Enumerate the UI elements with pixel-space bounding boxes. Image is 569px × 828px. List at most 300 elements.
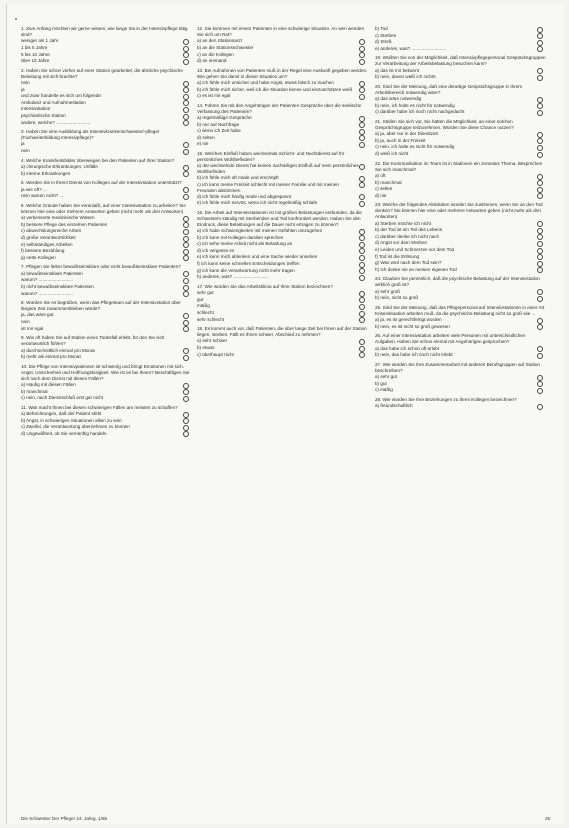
answer-option[interactable] [197,135,369,142]
answer-option[interactable] [375,103,547,110]
column-3 [375,26,547,413]
answer-label: c) nein, ich halte es nicht für notwendig [375,144,455,150]
answer-label: d) an niemand [197,58,227,64]
radio-circle-icon[interactable] [537,110,543,116]
radio-circle-icon[interactable] [359,339,365,345]
answer-label: g) Was wird nach dem Tod sein? [375,260,442,266]
answer-label: a) ja, aber nur in der Dienstzeit [375,131,438,137]
answer-option[interactable] [197,122,369,129]
answer-option[interactable] [21,431,193,438]
answer-option[interactable] [375,234,547,241]
answer-option[interactable] [375,295,547,302]
question-block [21,203,193,261]
answer-label: e) ich fühle mich nervös, wenn ich nicht regelmäßig schlafe [197,200,318,206]
radio-circle-icon[interactable] [183,320,189,326]
radio-circle-icon[interactable] [537,46,543,52]
answer-label: gut [197,296,204,302]
answer-label: ja wie oft? ... [21,186,47,192]
answer-option[interactable] [21,319,193,326]
answer-option[interactable] [197,52,369,59]
radio-circle-icon[interactable] [183,39,189,45]
answer-label: e) ich kann mich ablenken und eine Sache wieder ansehen [197,254,318,260]
answer-option[interactable] [197,128,369,135]
answer-option[interactable] [197,200,369,207]
radio-circle-icon[interactable] [359,81,365,87]
answer-label: d) weiß ich nicht [375,151,409,157]
radio-circle-icon[interactable] [537,353,543,359]
answer-label: f) ich kann keine schnellen Entscheidungen treffen [197,260,300,266]
answer-option[interactable] [375,346,547,353]
answer-label: d) ich vergesse es [197,247,235,253]
answer-label: nein [21,319,30,324]
question-text: 1. Zum Anfang möchten wir gerne wissen, wie lange Sie in der Intensivpflege tätig sind? [21,26,188,37]
question-text: 23. Welche der folgenden Aktivitäten würden Sie zustimmen, wenn Sie an den Tod denken? Sie können hier eine oder mehrere Antworten geben (nicht mehr als drei Antworten) [375,202,543,220]
answer-option[interactable] [21,326,193,333]
answer-option[interactable] [375,240,547,247]
question-text: 12. Sie kommen mit einem Patienten in eine schwierige Situation. An wen wenden Sie sich um Rat? [197,26,365,37]
radio-circle-icon[interactable] [537,241,543,247]
answer-option[interactable] [197,175,369,182]
radio-circle-icon[interactable] [359,255,365,261]
answer-label: ist mir egal [21,325,44,331]
answer-option[interactable] [197,38,369,45]
answer-option[interactable] [197,310,369,317]
answer-label: c) ich sehe meine Arbeit nicht als Belastung an [197,241,293,247]
answer-option[interactable] [21,93,193,100]
radio-circle-icon[interactable] [183,81,189,87]
answer-label: e) anderes, was? ........................... [375,45,446,51]
answer-label: 1 bis 5 Jahre [21,44,48,50]
answer-option[interactable] [197,254,369,261]
radio-circle-icon[interactable] [537,324,543,330]
answer-label: b) nein, davon weiß ich nichts [375,74,436,80]
radio-circle-icon[interactable] [537,132,543,138]
answer-option[interactable] [21,235,193,242]
answer-option[interactable] [375,403,547,410]
answer-option[interactable] [375,46,547,53]
question-text: 22. Die Kommunikation im Team ist in Stationen ein zentrales Thema. Besprechen Sie sich manchmal? [375,160,543,172]
radio-circle-icon[interactable] [183,326,189,332]
answer-option[interactable] [21,58,193,65]
answer-option[interactable] [21,113,193,120]
radio-circle-icon[interactable] [359,304,365,310]
radio-circle-icon[interactable] [537,375,543,381]
radio-circle-icon[interactable] [359,291,365,297]
question-text: 20. Sind Sie der Meinung, daß eine derartige Gesprächsgruppe in Ihrem Arbeitsbereich notwendig wäre? [375,83,523,95]
answer-label: b) nein, das habe ich noch nicht erlebt [375,352,453,358]
answer-label: e) selbständiges Arbeiten [21,241,73,247]
radio-circle-icon[interactable] [183,236,189,242]
radio-circle-icon[interactable] [183,313,189,319]
answer-label: schlecht [197,309,214,315]
answer-label: c) wenn ich Zeit habe [197,128,241,134]
answer-label: a) Befürchtungen, daß der Patient stirbt [21,411,102,417]
answer-option[interactable] [21,106,193,113]
radio-circle-icon[interactable] [359,229,365,235]
answer-option[interactable] [21,187,193,194]
answer-option[interactable] [21,277,193,284]
answer-label: a) Häufig mit diesen Fällen [21,381,76,387]
answer-option[interactable] [21,193,193,200]
question-block [197,26,369,65]
answer-label: b) bessere Pflege des einzelnen Patienten [21,221,108,227]
radio-circle-icon[interactable] [183,278,189,284]
answer-label: b) nein, es ist nicht so groß gewesen [375,323,450,329]
radio-circle-icon[interactable] [183,425,189,431]
answer-option[interactable] [375,227,547,234]
answer-option[interactable] [375,39,547,46]
radio-circle-icon[interactable] [183,171,189,177]
radio-circle-icon[interactable] [359,262,365,268]
radio-circle-icon[interactable] [537,248,543,254]
answer-label: h) Ich denke nie an meinen eigenen Tod [375,266,457,272]
answer-option[interactable] [375,289,547,296]
answer-label: über 10 Jahre [21,58,50,64]
question-text: 8. Würden Sie es begrüßen, wenn das Pflegeteam auf der Intensivstation über längere Zeit zusammenbleiben würde? [21,300,181,311]
answer-option[interactable] [21,215,193,222]
radio-circle-icon[interactable] [359,182,365,188]
radio-circle-icon[interactable] [183,291,189,297]
radio-circle-icon[interactable] [359,39,365,45]
radio-circle-icon[interactable] [359,46,365,52]
answer-label: d) nie [375,192,387,198]
answer-option[interactable] [197,80,369,87]
radio-circle-icon[interactable] [359,116,365,122]
answer-option[interactable] [375,324,547,331]
radio-circle-icon[interactable] [537,27,543,33]
answer-label: c) abwechslungsreiche Arbeit [21,228,81,234]
answer-option[interactable] [197,182,369,194]
radio-circle-icon[interactable] [183,216,189,222]
question-text: 3. Haben Sie eine Ausbildung als Intensivkrankenschwester/-pfleger (Fachweiterbildung Intensivpflege)? [21,129,160,141]
radio-circle-icon[interactable] [183,46,189,52]
radio-circle-icon[interactable] [183,396,189,402]
answer-label: a) freundschaftlich [375,403,413,409]
radio-circle-icon[interactable] [183,383,189,389]
answer-label: d) große Verantwortlichkeit [21,234,76,240]
answer-option[interactable] [21,120,193,127]
answer-option[interactable] [375,74,547,81]
answer-option[interactable] [197,163,369,175]
answer-option[interactable] [375,151,547,158]
answer-label: 5 bis 10 Jahre [21,51,50,57]
radio-circle-icon[interactable] [183,285,189,291]
radio-circle-icon[interactable] [537,97,543,103]
answer-option[interactable] [21,228,193,235]
answer-option[interactable] [21,312,193,319]
answer-option[interactable] [21,38,193,45]
question-block [21,180,193,200]
answer-option[interactable] [21,45,193,52]
radio-circle-icon[interactable] [183,149,189,155]
answer-option[interactable] [21,418,193,425]
answer-option[interactable] [21,164,193,171]
question-block [21,364,193,402]
answer-label: a) regelmäßige Gespräche [197,115,252,121]
radio-circle-icon[interactable] [359,352,365,358]
answer-option[interactable] [21,291,193,298]
answer-option[interactable] [375,221,547,228]
radio-circle-icon[interactable] [183,165,189,171]
question-block [375,161,547,200]
radio-circle-icon[interactable] [537,152,543,158]
margin-dot [15,18,17,20]
answer-label: c) Zweifel, die Verantwortung übernehmen zu können [21,424,130,430]
answer-option[interactable] [375,131,547,138]
radio-circle-icon[interactable] [359,201,365,207]
answer-label: b) mehr als einmal pro Monat [21,354,81,360]
answer-option[interactable] [21,395,193,402]
radio-circle-icon[interactable] [359,142,365,148]
radio-circle-icon[interactable] [359,242,365,248]
answer-label: b) nein, nicht so groß [375,295,419,301]
radio-circle-icon[interactable] [183,249,189,255]
question-block [197,326,369,358]
answer-option[interactable] [21,284,193,291]
answer-label: d) Streß [375,39,392,45]
radio-circle-icon[interactable] [359,346,365,352]
question-block [375,362,547,394]
answer-label: c) darüber denke ich nicht nach [375,233,440,239]
question-block [375,55,547,81]
answer-label: sehr schlecht [197,316,225,322]
radio-circle-icon[interactable] [183,59,189,65]
answer-option[interactable] [375,352,547,359]
answer-label: c) darüber habe ich noch nicht nachgedacht [375,109,465,115]
answer-option[interactable] [21,424,193,431]
answer-label: und zwar handelte es sich um folgende: [21,93,102,99]
radio-circle-icon[interactable] [537,40,543,46]
question-block [21,68,193,126]
answer-option[interactable] [375,254,547,261]
radio-circle-icon[interactable] [183,114,189,120]
answer-option[interactable] [197,297,369,304]
question-block [197,68,369,100]
answer-label: a) an den Stationsarzt [197,38,242,44]
answer-option[interactable] [375,387,547,394]
answer-option[interactable] [21,242,193,249]
answer-label: b) nein, ich halte es nicht für notwendig [375,102,455,108]
answer-label: h) anderes, was? ........................... [197,274,268,280]
answer-option[interactable] [375,247,547,254]
radio-circle-icon[interactable] [537,261,543,267]
radio-circle-icon[interactable] [183,229,189,235]
answer-option[interactable] [197,290,369,297]
answer-option[interactable] [21,80,193,87]
answer-option[interactable] [197,248,369,255]
answer-label: a) der wechselnde Dienst hat keinen nachteiligen Einfluß auf mein persönliches Wohlbefinden [197,163,359,175]
answer-option[interactable] [197,268,369,275]
radio-circle-icon[interactable] [537,228,543,234]
answer-option[interactable] [197,228,369,235]
answer-option[interactable] [375,186,547,193]
answer-label: b) ich fühle mich oft müde und erschöpft [197,175,279,181]
answer-label: e) nie [197,141,209,147]
answer-option[interactable] [197,274,369,281]
answer-label: b) manchmal [375,179,402,185]
answer-label: Intensivstation [21,106,51,112]
radio-circle-icon[interactable] [183,412,189,418]
answer-option[interactable] [197,241,369,248]
answer-option[interactable] [375,144,547,151]
answer-label: c) es ist mir egal [197,93,231,99]
answer-label: d) ich fühle mich häufig müde und abgespannt [197,193,292,199]
question-text: 17. Wie würden Sie das Arbeitsklima auf Ihrer Station bezeichnen? [197,283,333,289]
answer-label: a) sehr schwer [197,338,228,344]
answer-option[interactable] [197,58,369,65]
question-block [375,84,547,116]
answer-label: ja [21,86,25,92]
answer-option[interactable] [375,68,547,75]
question-text: 16. Die Arbeit auf Intensivstationen ist mit großen Belastungen verbunden, da die Schwestern ständig mit Sterbenden und Tod konfrontiert werden. Haben Sie den Eindruck, diese Belastungen auf die Dauer nicht ertragen zu können? [197,209,362,227]
answer-option[interactable] [375,33,547,40]
radio-circle-icon[interactable] [183,107,189,113]
answer-option[interactable] [375,180,547,187]
answer-label: d) selten [197,134,215,140]
question-text: 27. Wie würden Sie Ihre Zusammenarbeit mit anderen Berufsgruppen auf Station beschreiben? [375,361,540,373]
answer-label: warum? ........................... [21,290,74,296]
radio-circle-icon[interactable] [537,187,543,193]
answer-label: b) an die Stationsschwester [197,44,254,50]
answer-label: a) oft [375,172,386,178]
answer-option[interactable] [197,115,369,122]
answer-option[interactable] [21,248,193,255]
answer-option[interactable] [375,109,547,116]
radio-circle-icon[interactable] [359,129,365,135]
radio-circle-icon[interactable] [537,388,543,394]
answer-label: mäßig [197,303,210,309]
answer-option[interactable] [197,194,369,201]
answer-option[interactable] [375,267,547,274]
answer-option[interactable] [375,96,547,103]
answer-option[interactable] [21,348,193,355]
answer-option[interactable] [21,271,193,278]
answer-label: a) ja, es ist gerechtfertigt worden [375,317,442,323]
radio-circle-icon[interactable] [359,311,365,317]
question-block [21,335,193,361]
answer-label: b) ja, auch in der Freizeit [375,137,426,143]
radio-circle-icon[interactable] [359,164,365,170]
answer-option[interactable] [21,354,193,361]
answer-label: a) verbesserte medizinische Wissen [21,215,95,221]
question-block [375,26,547,52]
answer-option[interactable] [197,352,369,359]
question-text: 10. Die Pflege von Intensivpatienten ist schwierig und bringt Emotionen mit sich. Angst, Unsicherheit und Hoffnungslosigkeit. Wie ist es bei Ihnen? Beschäftigen Sie sich nach dem Dienst mit diesen Fällen? [21,363,190,381]
answer-option[interactable] [21,255,193,262]
answer-option[interactable] [21,141,193,148]
answer-option[interactable] [375,260,547,267]
answer-label: c) mäßig [375,387,393,393]
question-text: 19. Wüßten Sie von der Möglichkeit, daß Intensivpflegepersonal Gesprächsgruppen zur Verarbeitung der Arbeitsbelastung besuchen kann? [375,55,546,67]
question-text: 24. Glauben Sie persönlich, daß die psychische Belastung auf der Intensivstation wirklich groß ist? [375,276,540,288]
answer-label: ja [21,141,25,147]
radio-circle-icon[interactable] [359,59,365,65]
question-text: 7. Pflegen Sie lieber bewußtseinsklare oder nicht bewußtseinsklare Patienten? [21,264,181,270]
question-text: 28. Wie würden Sie Ihre Beziehungen zu Ihren Kollegen bezeichnen? [375,396,517,402]
radio-circle-icon[interactable] [537,193,543,199]
answer-option[interactable] [375,193,547,200]
radio-circle-icon[interactable] [359,275,365,281]
answer-option[interactable] [21,389,193,396]
answer-option[interactable] [197,93,369,100]
radio-circle-icon[interactable] [537,318,543,324]
radio-circle-icon[interactable] [537,174,543,180]
question-block [375,202,547,273]
answer-option[interactable] [375,26,547,33]
answer-option[interactable] [21,171,193,178]
answer-option[interactable] [375,138,547,145]
radio-circle-icon[interactable] [537,75,543,81]
radio-circle-icon[interactable] [359,176,365,182]
answer-option[interactable] [21,222,193,229]
answer-option[interactable] [21,382,193,389]
answer-label: a) durchschnittlich einmal pro Monat [21,347,95,353]
radio-circle-icon[interactable] [359,94,365,100]
answer-option[interactable] [21,148,193,155]
question-block [21,264,193,297]
answer-option[interactable] [375,317,547,324]
answer-label: b) nur auf Nachfrage [197,121,240,127]
question-block [375,276,547,302]
radio-circle-icon[interactable] [183,120,189,126]
answer-option[interactable] [197,317,369,324]
answer-label: c) ich kann meine Freizeit schlecht mit meiner Familie und mit meinen Freunden abstimmen [197,181,339,193]
answer-option[interactable] [197,141,369,148]
answer-label: e) Leiden und Schmerzen vor dem Tod [375,246,455,252]
answer-option[interactable] [197,338,369,345]
answer-option[interactable] [21,52,193,59]
question-text: 5. Werden Sie in Ihrem Dienst von Kollegen auf der Intensivstation unterstützt? [21,180,182,186]
answer-option[interactable] [375,374,547,381]
answer-label: b) etwas [197,345,215,351]
radio-circle-icon[interactable] [183,94,189,100]
answer-option[interactable] [197,87,369,94]
answer-label: a) sehr gut [375,374,397,380]
question-block [21,158,193,178]
radio-circle-icon[interactable] [183,194,189,200]
answer-label: warum? ........................... [21,277,74,283]
answer-option[interactable] [21,87,193,94]
answer-label: g) nette Kollegen [21,254,56,260]
radio-circle-icon[interactable] [183,431,189,437]
answer-option[interactable] [375,173,547,180]
answer-option[interactable] [197,235,369,242]
answer-option[interactable] [21,100,193,107]
radio-circle-icon[interactable] [183,255,189,261]
radio-circle-icon[interactable] [183,355,189,361]
answer-option[interactable] [197,261,369,268]
answer-label: Ambulanz und Aufnahmestation [21,99,86,105]
answer-option[interactable] [197,345,369,352]
radio-circle-icon[interactable] [537,296,543,302]
answer-option[interactable] [375,381,547,388]
answer-label: weniger als 1 Jahr [21,38,59,44]
radio-circle-icon[interactable] [537,404,543,410]
answer-label: c) Sterben [375,32,397,38]
answer-label: b) interne Erkrankungen [21,170,71,176]
question-text: 25. Sind Sie der Meinung, daß das Pflegepersonal auf Intensivstationen in einer Art Krisensituation arbeiten muß, da die psychische Belastung nicht so groß wie ... [375,304,545,316]
answer-option[interactable] [197,45,369,52]
answer-option[interactable] [21,411,193,418]
radio-circle-icon[interactable] [359,317,365,323]
column-1 [21,26,193,440]
answer-label: c) überhaupt nicht [197,351,234,357]
answer-option[interactable] [197,303,369,310]
answer-label: ja, das wäre gut [21,312,54,318]
answer-label: b) ich kann mit Kollegen darüber sprechen [197,234,284,240]
radio-circle-icon[interactable] [537,267,543,273]
questionnaire-page [6,4,564,824]
